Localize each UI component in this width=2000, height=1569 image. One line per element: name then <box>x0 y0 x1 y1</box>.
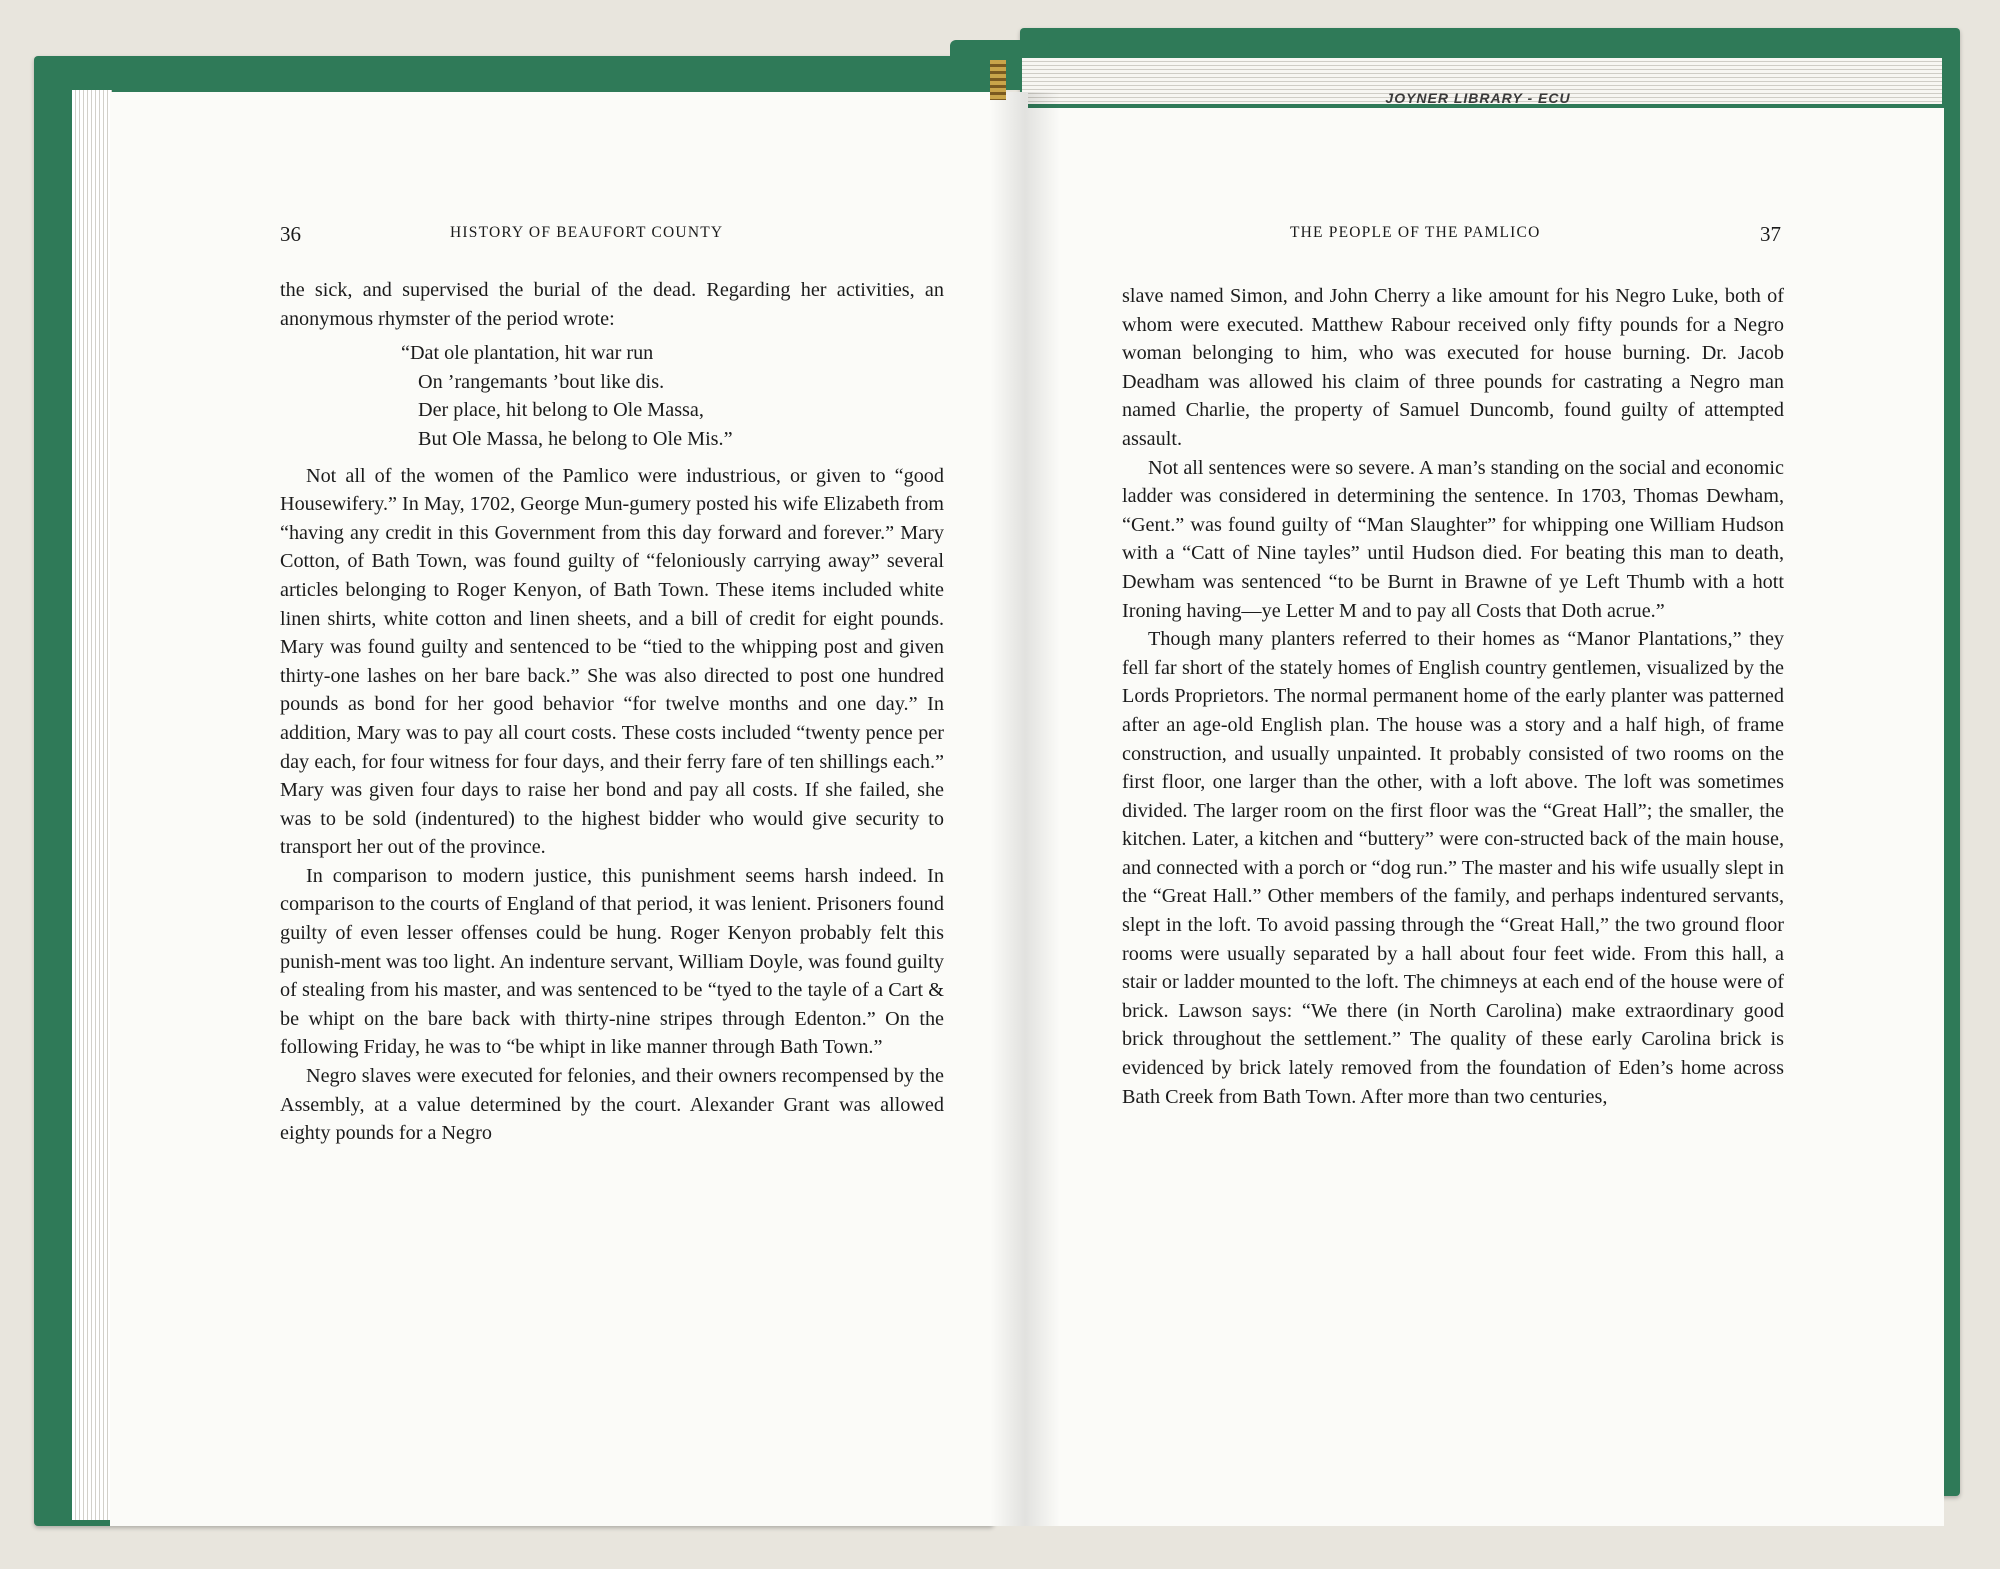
left-page-text <box>280 276 944 1148</box>
right-paragraph: Not all sentences were so severe. A man’s standing on the social and economic ladder was considered in determining the sentence. In 1703, Thomas Dewham, “Gent.” was found guilty of “Man Slaughter” for whipping one William Hudson with a “Catt of Nine tayles” until Hudson died. For beating this man to death, Dewham was sentenced “to be Burnt in Brawne of ye Left Thumb with a hott Ironing having—ye Letter M and to pay all Costs that Doth acrue.” <box>1122 456 1784 622</box>
page-number-left: 36 <box>280 222 301 246</box>
poem-line: But Ole Massa, he belong to Ole Mis.” <box>418 427 733 450</box>
left-opening-paragraph: the sick, and supervised the burial of the dead. Regarding her activities, an anonymous rhymster of the period wrote: <box>280 279 944 330</box>
page-number-right: 37 <box>1760 222 1781 246</box>
library-edge-stamp: JOYNER LIBRARY - ECU <box>1385 90 1571 106</box>
running-head-right: THE PEOPLE OF THE PAMLICO <box>1290 224 1541 241</box>
headband <box>990 60 1006 100</box>
gutter-shadow <box>990 92 1060 1526</box>
poem-line: “Dat ole plantation, hit war run <box>401 342 654 365</box>
poem <box>280 339 944 453</box>
left-paragraph: Not all of the women of the Pamlico were industrious, or given to “good Housewifery.” In May, 1702, George Mun-gumery posted his wife Elizabeth from “having any credit in this Government from this day forward and forever.” Mary Cotton, of Bath Town, was found guilty of “feloniously carrying away” several articles belonging to Roger Kenyon, of Bath Town. These items included white linen shirts, white cotton and linen sheets, and a bill of credit for eight pounds. Mary was found guilty and sentenced to be “tied to the whipping post and given thirty-one lashes on her bare back.” She was also directed to post one hundred pounds as bond for her good behavior “for twelve months and one day.” In addition, Mary was to pay all court costs. These costs included “twenty pence per day each, for four witness for four days, and their ferry fare of ten shillings each.” Mary was given four days to raise her bond and pay all costs. If she failed, she was to be sold (indentured) to the highest bidder who would give security to transport her out of the province. <box>280 464 944 859</box>
left-paragraph: Negro slaves were executed for felonies, and their owners recompensed by the Assembly, at a value determined by the court. Alexander Grant was allowed eighty pounds for a Negro <box>280 1065 944 1145</box>
page-edges-left <box>72 90 112 1520</box>
right-opening-paragraph: slave named Simon, and John Cherry a like amount for his Negro Luke, both of whom were executed. Matthew Rabour received only fifty pounds for a Negro woman belonging to him, who was executed for house burning. Dr. Jacob Deadham was allowed his claim of three pounds for castrating a Negro man named Charlie, the property of Samuel Duncomb, found guilty of attempted assault. <box>1122 285 1784 450</box>
left-paragraph: In comparison to modern justice, this punishment seems harsh indeed. In comparison to the courts of England of that period, it was lenient. Prisoners found guilty of even lesser offenses could be hung. Roger Kenyon probably felt this punish-ment was too light. An indenture servant, William Doyle, was found guilty of stealing from his master, and was sentenced to be “tyed to the tayle of a Cart & be whipt on the bare back with thirty-nine stripes through Edenton.” On the following Friday, he was to “be whipt in like manner through Bath Town.” <box>280 864 944 1059</box>
running-head-left: HISTORY OF BEAUFORT COUNTY <box>450 224 724 241</box>
right-paragraph: Though many planters referred to their homes as “Manor Plantations,” they fell far short of the stately homes of English country gentlemen, visualized by the Lords Proprietors. The normal permanent home of the early planter was patterned after an age-old English plan. The house was a story and a half high, of frame construction, and usually unpainted. It probably consisted of two rooms on the first floor, one larger than the other, with a loft above. The loft was sometimes divided. The larger room on the first floor was the “Great Hall”; the smaller, the kitchen. Later, a kitchen and “buttery” were con-structed back of the main house, and connected with a porch or “dog run.” The master and his wife usually slept in the “Great Hall.” Other members of the family, and perhaps indentured servants, slept in the loft. To avoid passing through the “Great Hall,” the two ground floor rooms were usually separated by a hall about four feet wide. From this hall, a stair or ladder mounted to the loft. The chimneys at each end of the house were of brick. Lawson says: “We there (in North Carolina) make extraordinary good brick throughout the settlement.” The quality of these early Carolina brick is evidenced by brick lately removed from the foundation of Eden’s home across Bath Creek from Bath Town. After more than two centuries, <box>1122 628 1784 1108</box>
poem-line: Der place, hit belong to Ole Massa, <box>418 399 704 422</box>
right-page-text <box>1122 282 1784 1111</box>
poem-line: On ’rangemants ’bout like dis. <box>418 370 665 393</box>
